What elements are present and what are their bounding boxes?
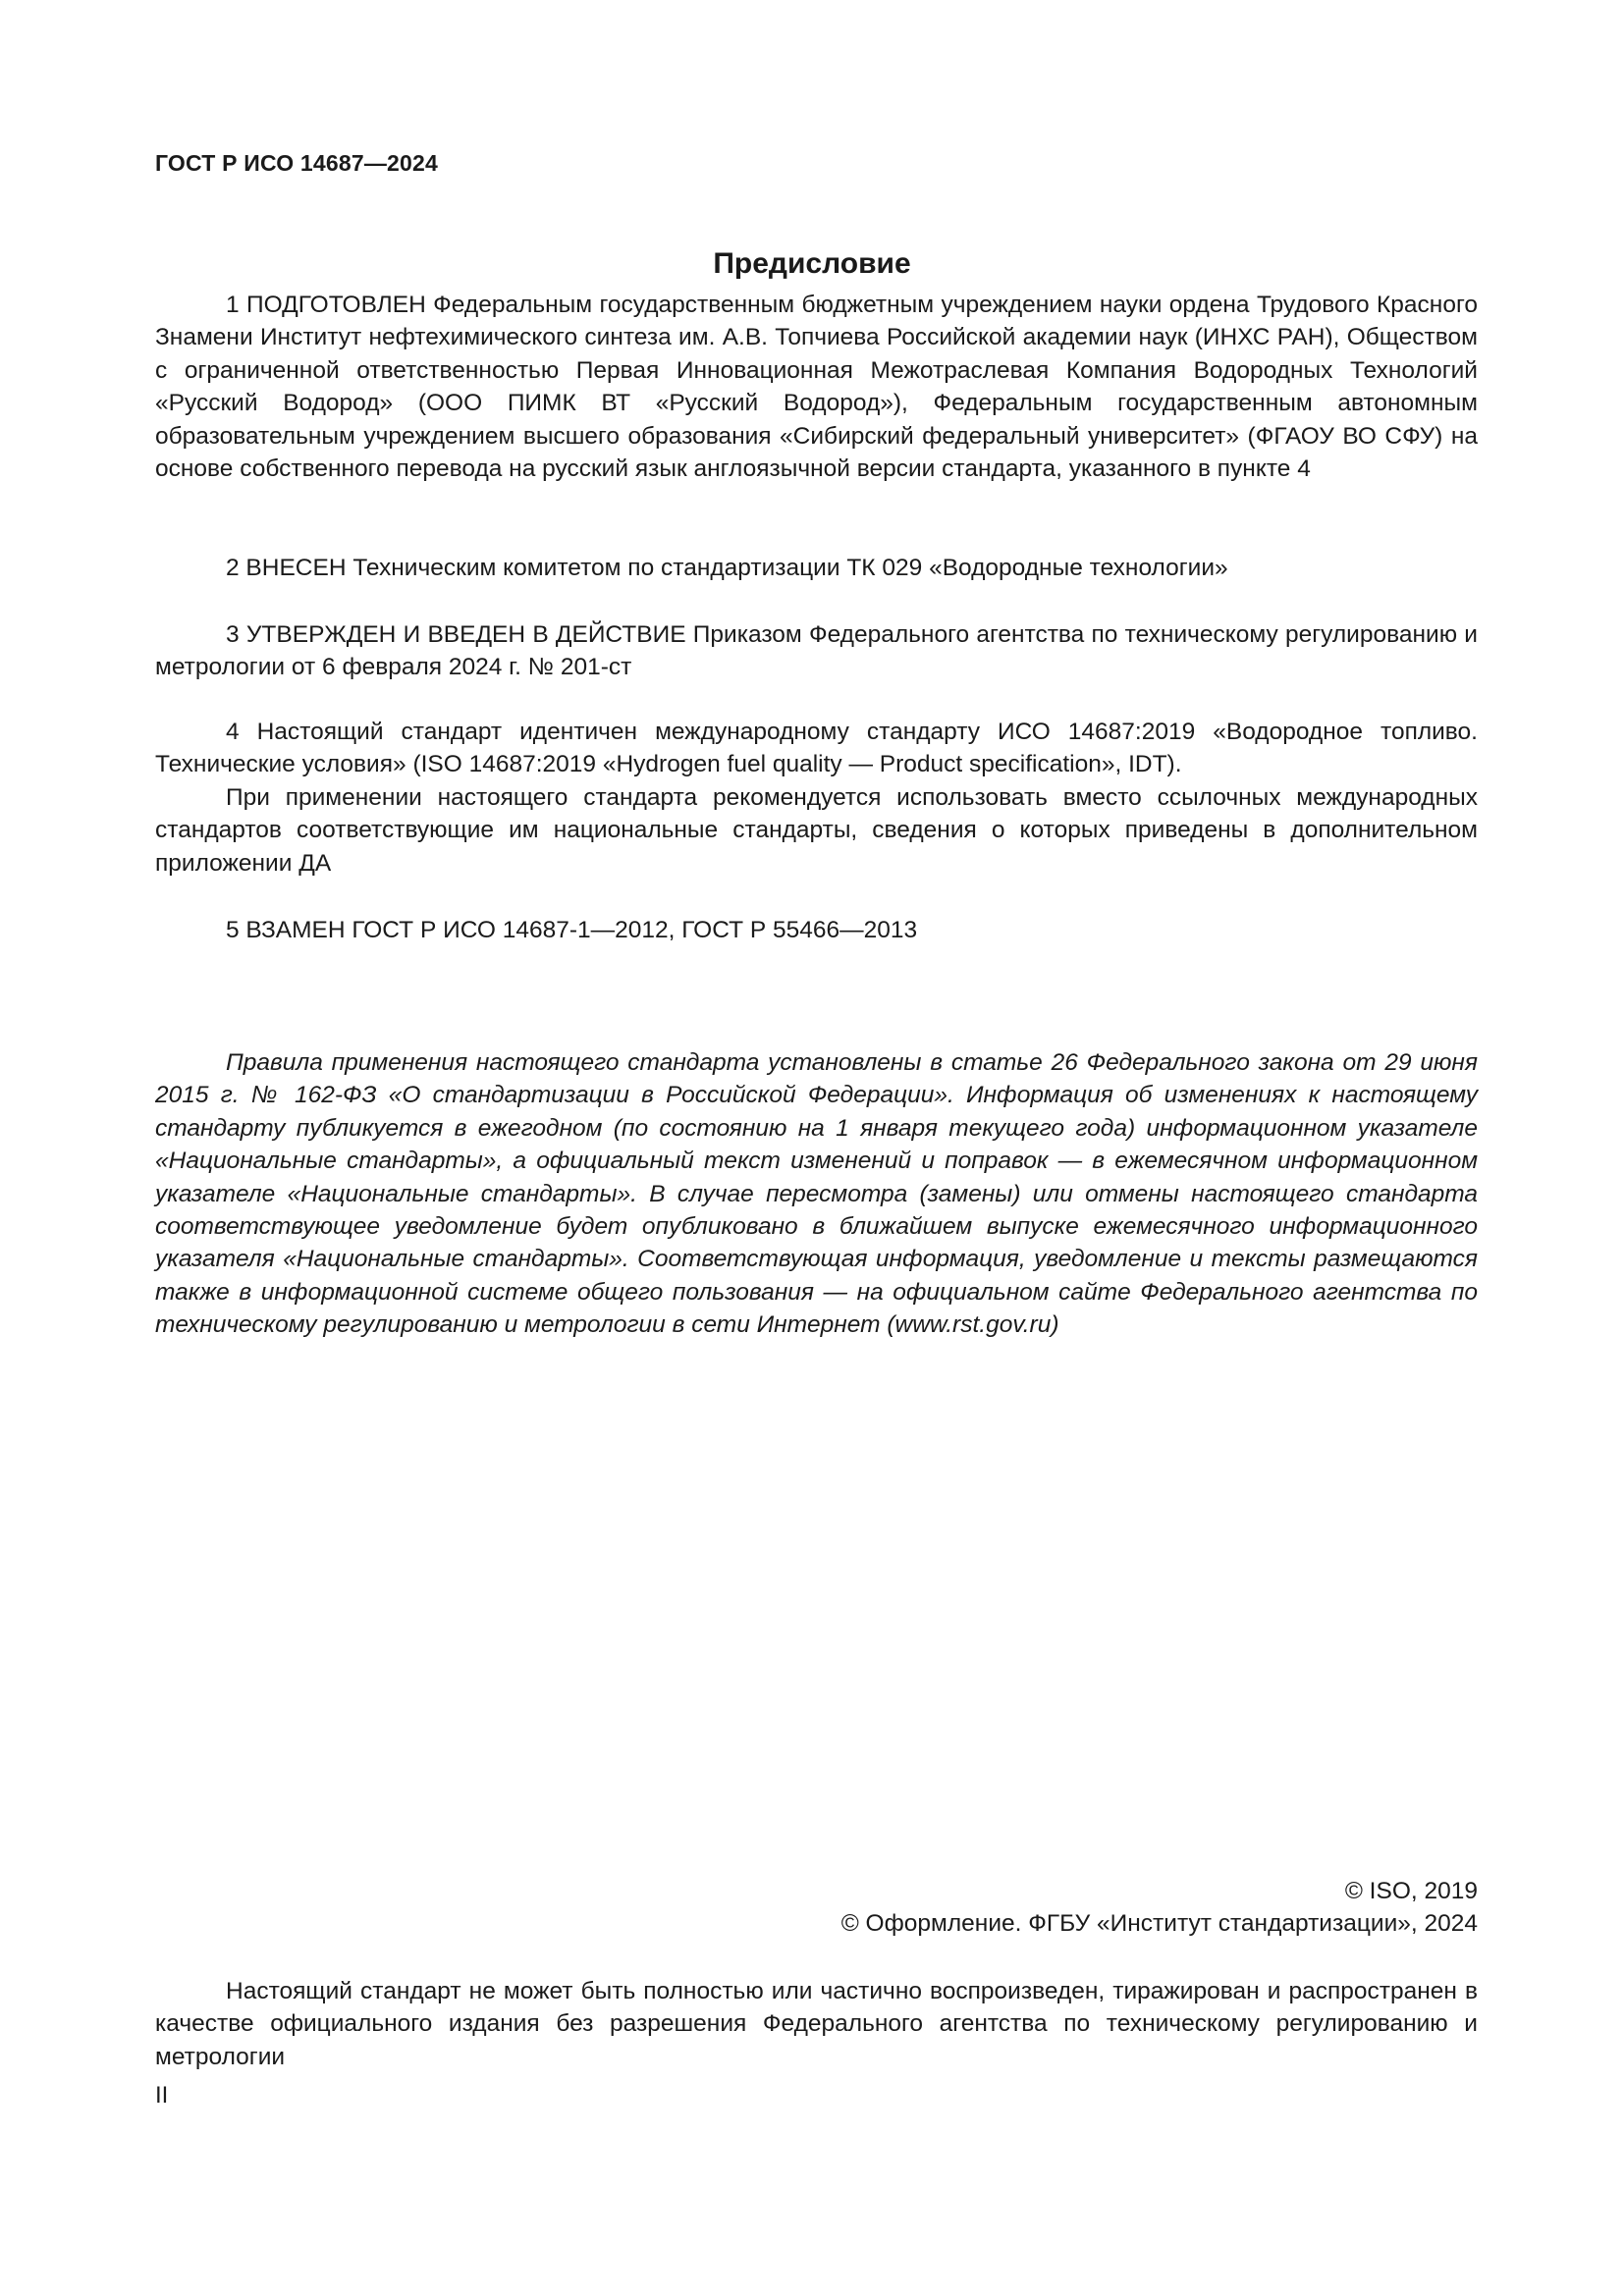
foreword-item-4-note: При применении настоящего стандарта рекомендуется использовать вместо ссылочных международных стандартов соответствующие им национальные стандарты, сведения о которых приведены в дополнительном приложении ДА bbox=[155, 783, 1478, 877]
foreword-item-4-text: 4 Настоящий стандарт идентичен международному стандарту ИСО 14687:2019 «Водородное топливо. Технические условия» (ISO 14687:2019 «Hydrogen fuel quality — Product specification», IDT). bbox=[155, 719, 1478, 778]
foreword-item-4 bbox=[155, 716, 1478, 880]
foreword-item-3-text: 3 УТВЕРЖДЕН И ВВЕДЕН В ДЕЙСТВИЕ Приказом Федерального агентства по техническому регулированию и метрологии от 6 февраля 2024 г. № 201-ст bbox=[155, 621, 1478, 681]
copyright-block bbox=[841, 1875, 1478, 1941]
legal-notice: Правила применения настоящего стандарта установлены в статье 26 Федерального закона от 29 июня 2015 г. № 162-ФЗ «О стандартизации в Российской Федерации». Информация об изменениях к настоящему стандарту публикуется в ежегодном (по состоянию на 1 января текущего года) информационном указателе «Национальные стандарты», а официальный текст изменений и поправок — в ежемесячном информационном указателе «Национальные стандарты». В случае пересмотра (замены) или отмены настоящего стандарта соответствующее уведомление будет опубликовано в ближайшем выпуске ежемесячного информационного указателя «Национальные стандарты». Соответствующая информация, уведомление и тексты размещаются также в информационной системе общего пользования — на официальном сайте Федерального агентства по техническому регулированию и метрологии в сети Интернет (www.rst.gov.ru) bbox=[155, 1049, 1478, 1339]
foreword-item-1 bbox=[155, 289, 1478, 485]
page-number: II bbox=[155, 2082, 169, 2109]
document-code: ГОСТ Р ИСО 14687—2024 bbox=[155, 150, 439, 176]
copyright-design: © Оформление. ФГБУ «Институт стандартизации», 2024 bbox=[840, 1910, 1478, 1938]
foreword-item-1-text: 1 ПОДГОТОВЛЕН Федеральным государственным бюджетным учреждением науки ордена Трудового Красного Знамени Институт нефтехимического синтеза им. А.В. Топчиева Российской академии наук (ИНХС РАН), Обществом с ограниченной ответственностью Первая Инновационная Межотраслевая Компания Водородных Технологий «Русский Водород» (ООО ПИМК ВТ «Русский Водород»), Федеральным государственным автономным образовательным учреждением высшего образования «Сибирский федеральный университет» (ФГАОУ ВО СФУ) на основе собственного перевода на русский язык англоязычной версии стандарта, указанного в пункте 4 bbox=[155, 292, 1478, 483]
foreword-item-3 bbox=[155, 618, 1478, 684]
reproduction-notice: Настоящий стандарт не может быть полностью или частично воспроизведен, тиражирован и распространен в качестве официального издания без разрешения Федерального агентства по техническому регулированию и метрологии bbox=[155, 1978, 1478, 2070]
foreword-item-2 bbox=[155, 552, 1478, 584]
foreword-item-5 bbox=[155, 914, 1478, 946]
foreword-item-2-text: 2 ВНЕСЕН Техническим комитетом по стандартизации ТК 029 «Водородные технологии» bbox=[226, 555, 1228, 581]
copyright-iso: © ISO, 2019 bbox=[1344, 1878, 1478, 1904]
foreword-item-5-text: 5 ВЗАМЕН ГОСТ Р ИСО 14687-1—2012, ГОСТ Р 55466—2013 bbox=[226, 917, 918, 943]
page-title: Предисловие bbox=[713, 247, 911, 281]
